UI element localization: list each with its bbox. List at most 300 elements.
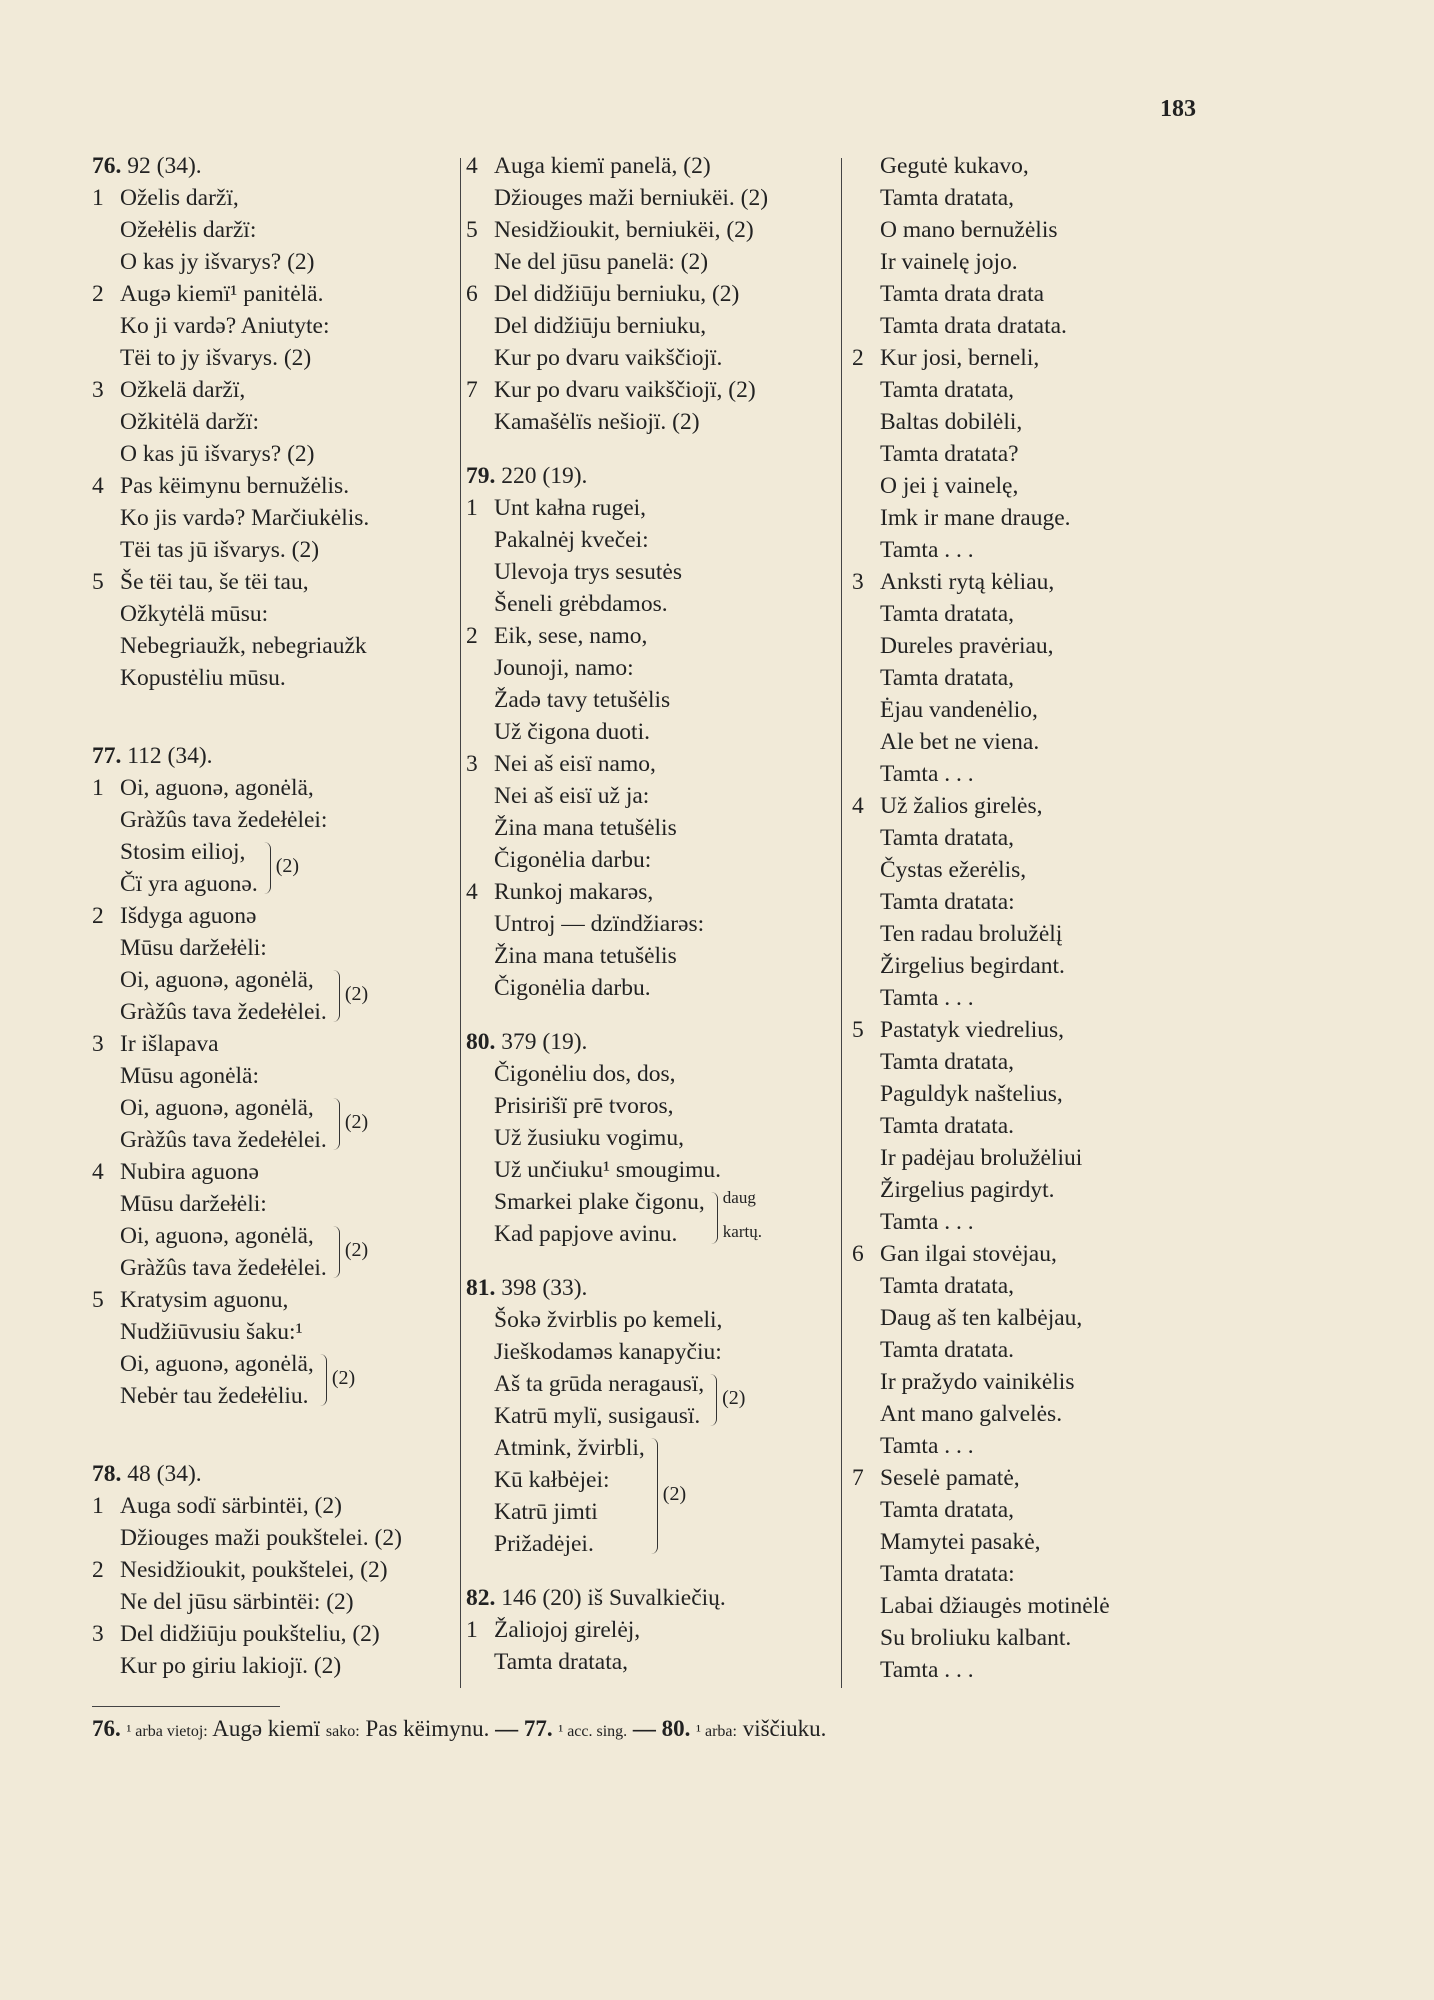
verse-text: Kopustėliu mūsu. <box>120 665 286 691</box>
brace <box>320 1354 327 1406</box>
song-heading <box>92 740 454 772</box>
verse-line <box>92 1618 454 1650</box>
stanza-number: 7 <box>466 377 478 403</box>
verse-line <box>466 972 836 1004</box>
verse-line <box>852 278 1182 310</box>
verse-text: Gràžûs tava žedełėlei. <box>120 1127 327 1153</box>
verse-line <box>92 342 454 374</box>
song-number: 78. <box>92 1461 122 1487</box>
verse-text: Ožkitėlä daržï: <box>120 409 259 435</box>
verse-line <box>466 1090 836 1122</box>
verse-text: Žirgelius pagirdyt. <box>880 1177 1055 1203</box>
verse-line <box>466 492 836 524</box>
verse-line <box>466 1400 836 1432</box>
brace <box>333 1226 340 1278</box>
verse-text: Gràžûs tava žedełėlei. <box>120 999 327 1025</box>
verse-text: Už žusiuku vogimu, <box>494 1125 684 1151</box>
verse-line <box>466 940 836 972</box>
verse-line <box>92 1060 454 1092</box>
verse-line <box>852 726 1182 758</box>
verse-line <box>466 246 836 278</box>
song-heading <box>466 460 836 492</box>
section-gap <box>92 1412 454 1458</box>
verse-line <box>92 804 454 836</box>
verse-text: Mūsu daržełėli: <box>120 935 267 961</box>
song-heading <box>466 1026 836 1058</box>
stanza-gap <box>466 1004 836 1026</box>
verse-text: Tamta dratata? <box>880 441 1019 467</box>
verse-line <box>852 1110 1182 1142</box>
song-number: 76. <box>92 153 122 179</box>
verse-line <box>466 716 836 748</box>
verse-text: Ir vainelę jojo. <box>880 249 1018 275</box>
verse-text: Ožkytėlä mūsu: <box>120 601 269 627</box>
verse-text: Kamašėlïs nešiojï. (2) <box>494 409 700 435</box>
verse-line <box>852 630 1182 662</box>
verse-text: Eik, sese, namo, <box>494 623 648 649</box>
verse-text: Dureles pravėriau, <box>880 633 1054 659</box>
brace <box>264 842 271 894</box>
verse-line <box>852 1270 1182 1302</box>
verse-line <box>852 470 1182 502</box>
verse-line <box>466 844 836 876</box>
verse-line <box>92 598 454 630</box>
verse-text: Untroj — dzïndžiarəs: <box>494 911 705 937</box>
verse-line <box>92 438 454 470</box>
song-reference: 220 (19). <box>495 463 588 489</box>
verse-text: Kad papjove avinu. <box>494 1221 678 1247</box>
stanza-number: 5 <box>92 569 104 595</box>
verse-text: Katrū mylï, susigausï. <box>494 1403 701 1429</box>
verse-text: Ožkelä daržï, <box>120 377 246 403</box>
stanza-number: 6 <box>466 281 478 307</box>
verse-text: Unt kałna rugei, <box>494 495 647 521</box>
verse-text: Už unčiuku¹ smougimu. <box>494 1157 722 1183</box>
verse-text: Šokə žvirblis po kemeli, <box>494 1307 723 1333</box>
verse-text: Tamta dratata, <box>880 377 1015 403</box>
verse-line <box>852 598 1182 630</box>
verse-text: Nei aš eisï už ja: <box>494 783 650 809</box>
verse-line <box>852 950 1182 982</box>
verse-text: Ulevoja trys sesutės <box>494 559 682 585</box>
stanza-number: 3 <box>92 377 104 403</box>
verse-text: Runkoj makarəs, <box>494 879 654 905</box>
verse-line <box>852 342 1182 374</box>
column-3 <box>852 150 1182 1686</box>
verse-text: Tamta dratata, <box>880 1049 1015 1075</box>
song-number: 77. <box>92 743 122 769</box>
verse-line <box>852 1302 1182 1334</box>
verse-line <box>852 1366 1182 1398</box>
verse-line <box>92 996 454 1028</box>
verse-line <box>466 780 836 812</box>
verse-text: Mūsu agonėlä: <box>120 1063 260 1089</box>
verse-line <box>852 1526 1182 1558</box>
verse-line <box>92 214 454 246</box>
verse-text: Tamta dratata, <box>880 1497 1015 1523</box>
verse-line <box>852 1430 1182 1462</box>
verse-text: Del didžiūju berniuku, <box>494 313 707 339</box>
verse-text: Žina mana tetušėlis <box>494 943 677 969</box>
verse-line <box>852 1078 1182 1110</box>
verse-line <box>92 1490 454 1522</box>
song-reference: 48 (34). <box>121 1461 202 1487</box>
stanza-number: 1 <box>92 775 104 801</box>
verse-text: Nudžiūvusiu šaku:¹ <box>120 1319 303 1345</box>
page-number: 183 <box>1160 96 1196 122</box>
stanza-number: 3 <box>466 751 478 777</box>
verse-text: Čigonėlia darbu: <box>494 847 652 873</box>
verse-line <box>92 246 454 278</box>
verse-text: Baltas dobilėli, <box>880 409 1023 435</box>
verse-line <box>852 246 1182 278</box>
verse-text: Oi, aguonə, agonėlä, <box>120 775 314 801</box>
verse-line <box>852 502 1182 534</box>
verse-line <box>852 790 1182 822</box>
verse-line <box>466 342 836 374</box>
stanza-gap <box>466 438 836 460</box>
verse-text: Kratysim aguonu, <box>120 1287 289 1313</box>
verse-line <box>466 524 836 556</box>
verse-text: Kur po giriu lakiojï. (2) <box>120 1653 342 1679</box>
song-heading <box>466 1272 836 1304</box>
verse-text: Ožełėlis daržï: <box>120 217 257 243</box>
verse-text: O mano bernužėlis <box>880 217 1058 243</box>
verse-text: Džiouges maži poukštelei. (2) <box>120 1525 402 1551</box>
song-number: 82. <box>466 1585 496 1611</box>
verse-text: Tamta . . . <box>880 761 974 787</box>
song-number: 80. <box>466 1029 496 1055</box>
verse-line <box>852 534 1182 566</box>
verse-text: Seselė pamatė, <box>880 1465 1020 1491</box>
verse-line <box>852 1558 1182 1590</box>
footnote-rule <box>92 1706 280 1707</box>
verse-line <box>92 310 454 342</box>
verse-text: Tamta dratata, <box>880 665 1015 691</box>
column-divider-2 <box>841 158 842 1688</box>
verse-line <box>92 1650 454 1682</box>
footnote-text: Pas këimynu. <box>365 1716 490 1741</box>
stanza-number: 2 <box>92 281 104 307</box>
stanza-number: 2 <box>466 623 478 649</box>
verse-line <box>92 630 454 662</box>
stanza-number: 4 <box>466 879 478 905</box>
verse-text: Gràžûs tava žedełėlei: <box>120 807 328 833</box>
verse-text: Nesidžioukit, berniukëi, (2) <box>494 217 754 243</box>
verse-line <box>852 1462 1182 1494</box>
verse-text: Del didžiūju berniuku, (2) <box>494 281 740 307</box>
verse-text: Imk ir mane drauge. <box>880 505 1071 531</box>
verse-text: Čystas ežerėlis, <box>880 857 1027 883</box>
verse-text: Ale bet ne viena. <box>880 729 1040 755</box>
verse-line <box>92 964 454 996</box>
verse-line <box>92 534 454 566</box>
verse-text: Kur josi, berneli, <box>880 345 1040 371</box>
verse-line <box>852 374 1182 406</box>
verse-text: Žirgelius begirdant. <box>880 953 1065 979</box>
verse-line <box>92 1156 454 1188</box>
verse-text: Nebėr tau žedełėliu. <box>120 1383 309 1409</box>
verse-line <box>466 278 836 310</box>
verse-line <box>852 822 1182 854</box>
verse-text: Ir išlapava <box>120 1031 219 1057</box>
verse-text: Už čigona duoti. <box>494 719 650 745</box>
verse-line <box>92 1380 454 1412</box>
verse-line <box>852 1174 1182 1206</box>
verse-text: Tamta drata dratata. <box>880 313 1067 339</box>
song-heading <box>92 150 454 182</box>
verse-line <box>92 374 454 406</box>
verse-text: Su broliuku kalbant. <box>880 1625 1072 1651</box>
verse-line <box>466 1122 836 1154</box>
verse-line <box>92 1028 454 1060</box>
stanza-number: 5 <box>852 1017 864 1043</box>
verse-line <box>852 854 1182 886</box>
verse-line <box>466 310 836 342</box>
stanza-number: 3 <box>92 1031 104 1057</box>
stanza-number: 2 <box>852 345 864 371</box>
footnote-text: ¹ arba: <box>696 1723 737 1740</box>
verse-line <box>92 470 454 502</box>
verse-text: Smarkei plake čigonu, <box>494 1189 705 1215</box>
verse-text: Tamta dratata: <box>880 1561 1015 1587</box>
verse-line <box>466 150 836 182</box>
verse-line <box>852 1398 1182 1430</box>
verse-line <box>466 876 836 908</box>
verse-line <box>92 1124 454 1156</box>
stanza-number: 1 <box>466 495 478 521</box>
repeat-marker: daug <box>722 1188 756 1207</box>
verse-text: Už žalios girelės, <box>880 793 1043 819</box>
verse-line <box>852 310 1182 342</box>
verse-text: Nubira aguonə <box>120 1159 259 1185</box>
verse-text: Tamta dratata. <box>880 1337 1015 1363</box>
verse-line <box>852 758 1182 790</box>
verse-line <box>466 652 836 684</box>
verse-line <box>466 1368 836 1400</box>
verse-text: Jounoji, namo: <box>494 655 634 681</box>
verse-text: Augə kiemï¹ panitėlä. <box>120 281 324 307</box>
stanza-number: 4 <box>92 1159 104 1185</box>
verse-text: Prižadėjei. <box>494 1531 594 1557</box>
verse-text: Žadə tavy tetušėlis <box>494 687 671 713</box>
verse-line <box>92 1284 454 1316</box>
verse-line <box>852 982 1182 1014</box>
stanza-number: 3 <box>852 569 864 595</box>
verse-text: Čigonėlia darbu. <box>494 975 651 1001</box>
verse-line <box>466 556 836 588</box>
song-reference: 398 (33). <box>495 1275 588 1301</box>
verse-line <box>852 1014 1182 1046</box>
verse-text: Mūsu daržełėli: <box>120 1191 267 1217</box>
verse-text: Gegutė kukavo, <box>880 153 1029 179</box>
verse-text: Paguldyk naštelius, <box>880 1081 1063 1107</box>
footnotes <box>92 1716 826 1742</box>
verse-text: Oi, aguonə, agonėlä, <box>120 1095 314 1121</box>
verse-line <box>92 868 454 900</box>
verse-line <box>92 662 454 694</box>
verse-line <box>852 182 1182 214</box>
verse-text: Jieškodaməs kanapyčiu: <box>494 1339 722 1365</box>
stanza-number: 4 <box>92 473 104 499</box>
stanza-number: 7 <box>852 1465 864 1491</box>
brace <box>651 1438 658 1554</box>
verse-line <box>466 588 836 620</box>
verse-line <box>92 182 454 214</box>
column-2 <box>466 150 836 1678</box>
verse-text: Ko ji vardə? Aniutyte: <box>120 313 330 339</box>
verse-line <box>92 1220 454 1252</box>
repeat-marker: (2) <box>344 1111 369 1133</box>
repeat-marker: (2) <box>722 1387 746 1409</box>
verse-text: Tamta dratata, <box>880 601 1015 627</box>
verse-text: Tamta . . . <box>880 1657 974 1683</box>
verse-line <box>92 1586 454 1618</box>
verse-text: Oi, aguonə, agonėlä, <box>120 1351 314 1377</box>
verse-text: Nebegriaužk, nebegriaužk <box>120 633 367 659</box>
footnote-text: ¹ arba vietoj: <box>126 1723 208 1740</box>
verse-line <box>92 1252 454 1284</box>
verse-line <box>92 1316 454 1348</box>
verse-text: Ir pražydo vainikėlis <box>880 1369 1075 1395</box>
verse-text: Ne del jūsu särbintëi: (2) <box>120 1589 354 1615</box>
verse-text: Auga kiemï panelä, (2) <box>494 153 711 179</box>
repeat-marker: (2) <box>275 855 300 877</box>
verse-line <box>852 662 1182 694</box>
repeat-marker: (2) <box>662 1483 687 1505</box>
verse-text: Nei aš eisï namo, <box>494 751 656 777</box>
verse-text: O jei į vainelę, <box>880 473 1019 499</box>
verse-text: Šeneli grėbdamos. <box>494 591 668 617</box>
repeat-marker: (2) <box>344 1239 369 1261</box>
verse-line <box>852 886 1182 918</box>
verse-line <box>466 1218 836 1250</box>
verse-line <box>466 182 836 214</box>
verse-text: Stosim eilioj, <box>120 839 246 865</box>
verse-text: Oi, aguonə, agonėlä, <box>120 1223 314 1249</box>
verse-text: Pastatyk viedrelius, <box>880 1017 1065 1043</box>
verse-line <box>852 1494 1182 1526</box>
verse-text: Čï yra aguonə. <box>120 871 258 897</box>
brace <box>333 970 340 1022</box>
stanza-number: 2 <box>92 903 104 929</box>
verse-line <box>466 748 836 780</box>
stanza-gap <box>466 1250 836 1272</box>
verse-text: Tamta . . . <box>880 537 974 563</box>
verse-line <box>852 438 1182 470</box>
verse-text: Anksti rytą kėliau, <box>880 569 1055 595</box>
brace <box>333 1098 340 1150</box>
verse-text: Kū kałbėjei: <box>494 1467 610 1493</box>
verse-line <box>852 566 1182 598</box>
verse-text: O kas jū išvarys? (2) <box>120 441 315 467</box>
verse-line <box>92 1188 454 1220</box>
repeat-marker: kartų. <box>722 1222 762 1241</box>
stanza-number: 1 <box>466 1617 478 1643</box>
verse-text: Mamytei pasakė, <box>880 1529 1041 1555</box>
verse-text: Ant mano galvelės. <box>880 1401 1063 1427</box>
stanza-number: 1 <box>92 185 104 211</box>
verse-line <box>466 1304 836 1336</box>
verse-line <box>852 1622 1182 1654</box>
verse-text: Žina mana tetušėlis <box>494 815 677 841</box>
verse-line <box>92 278 454 310</box>
stanza-number: 5 <box>92 1287 104 1313</box>
stanza-gap <box>466 1560 836 1582</box>
verse-line <box>466 812 836 844</box>
verse-line <box>852 918 1182 950</box>
song-heading <box>466 1582 836 1614</box>
verse-line <box>92 932 454 964</box>
verse-text: Ne del jūsu panelä: (2) <box>494 249 709 275</box>
verse-line <box>92 836 454 868</box>
verse-text: Tamta dratata. <box>880 1113 1015 1139</box>
stanza-number: 1 <box>92 1493 104 1519</box>
verse-text: Tamta dratata, <box>880 185 1015 211</box>
song-reference: 146 (20) iš Suvalkiečių. <box>495 1585 726 1611</box>
verse-line <box>92 1554 454 1586</box>
song-heading <box>92 1458 454 1490</box>
verse-line <box>92 406 454 438</box>
verse-line <box>466 908 836 940</box>
footnote-text: Augə kiemï <box>212 1716 321 1741</box>
verse-text: Tëi tas jū išvarys. (2) <box>120 537 320 563</box>
verse-text: Pakalnėj kvečei: <box>494 527 649 553</box>
song-reference: 92 (34). <box>121 153 202 179</box>
verse-text: Ir padėjau brolužėliui <box>880 1145 1083 1171</box>
verse-text: Žaliojoj girelėj, <box>494 1617 641 1643</box>
repeat-marker: (2) <box>344 983 369 1005</box>
verse-line <box>852 1046 1182 1078</box>
stanza-number: 4 <box>466 153 478 179</box>
verse-line <box>466 1614 836 1646</box>
verse-text: Tamta drata drata <box>880 281 1045 307</box>
verse-text: Ėjau vandenėlio, <box>880 697 1038 723</box>
stanza-number: 5 <box>466 217 478 243</box>
verse-text: Aš ta grūda neragausï, <box>494 1371 705 1397</box>
verse-text: O kas jy išvarys? (2) <box>120 249 315 275</box>
verse-text: Gràžûs tava žedełėlei. <box>120 1255 327 1281</box>
song-number: 81. <box>466 1275 496 1301</box>
stanza-number: 6 <box>852 1241 864 1267</box>
verse-line <box>852 1334 1182 1366</box>
verse-text: Kur po dvaru vaikščiojï. <box>494 345 723 371</box>
verse-line <box>466 1058 836 1090</box>
song-reference: 112 (34). <box>121 743 213 769</box>
column-divider-1 <box>460 158 461 1688</box>
verse-line <box>852 1206 1182 1238</box>
verse-text: Prisirišï prē tvoros, <box>494 1093 674 1119</box>
verse-line <box>852 1654 1182 1686</box>
stanza-number: 3 <box>92 1621 104 1647</box>
verse-text: Katrū jimti <box>494 1499 598 1525</box>
verse-text: Daug aš ten kalbėjau, <box>880 1305 1083 1331</box>
verse-line <box>92 1092 454 1124</box>
verse-line <box>92 566 454 598</box>
verse-line <box>852 1590 1182 1622</box>
verse-text: Kur po dvaru vaikščiojï, (2) <box>494 377 756 403</box>
verse-line <box>852 214 1182 246</box>
verse-line <box>92 772 454 804</box>
verse-text: Pas këimynu bernužėlis. <box>120 473 350 499</box>
verse-text: Tamta dratata: <box>880 889 1015 915</box>
verse-line <box>852 150 1182 182</box>
stanza-number: 4 <box>852 793 864 819</box>
verse-line <box>852 406 1182 438</box>
verse-line <box>466 1186 836 1218</box>
verse-line <box>92 1348 454 1380</box>
verse-line <box>92 502 454 534</box>
